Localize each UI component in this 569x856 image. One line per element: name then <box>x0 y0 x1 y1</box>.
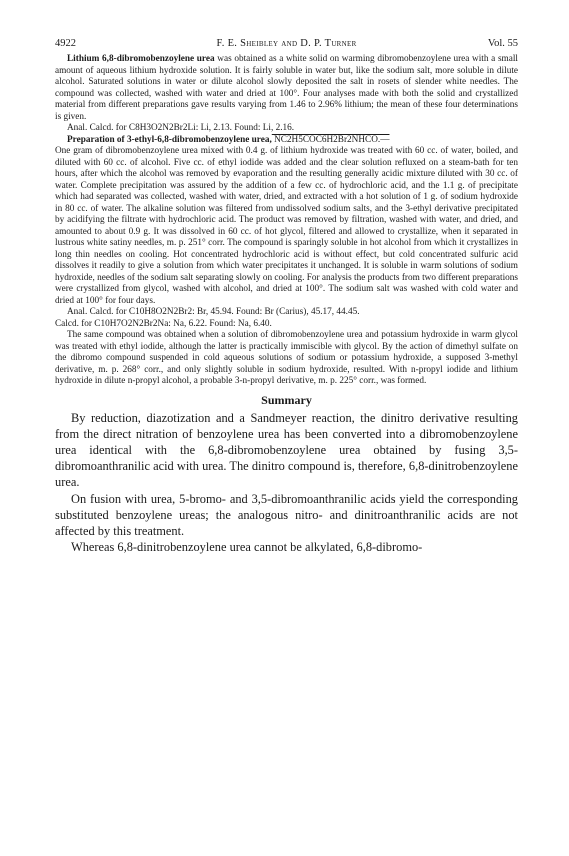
summary-heading: Summary <box>261 392 312 407</box>
page <box>55 38 518 555</box>
analysis-lithium: Anal. Calcd. for C8H3O2N2Br2Li: Li, 2.13. Found: Li, 2.16. <box>67 123 295 133</box>
analysis-sodium: Calcd. for C10H7O2N2Br2Na: Na, 6.22. Found: Na, 6.40. <box>55 318 272 329</box>
ethyl-derivative-paragraph <box>55 135 518 147</box>
lithium-salt-title: Lithium 6,8-dibromobenzoylene urea <box>67 54 215 64</box>
alkylation-paragraph: The same compound was obtained when a solution of dibromobenzoylene urea and potassium hydroxide in warm glycol was treated with ethyl iodide, although the latter is practically immiscible with glycol. By the action of dimethyl sulfate on the dibromo compound suspended in cold aqueous solutions of sodium or potassium hydroxide, a supposed 3-methyl derivative, m. p. 268° corr., and only slightly soluble in sodium hydroxide, resulted. With n-propyl iodide and lithium hydroxide in dilute n-propyl alcohol, a probable 3-n-propyl derivative, m. p. 225° corr., was formed. <box>55 330 518 386</box>
lithium-salt-text: was obtained as a white solid on warming dibromobenzoylene urea with a small amount of aqueous lithium hydroxide solution. It is fairly soluble in water but, like the sodium salt, more soluble in dilute alcohol. Saturated solutions in water or dilute alcohol slowly deposited the salt in rosets of slender white needles. The compound was collected, washed with water and dried at 100°. Four analyses made with both the solid and crystallized material from different preparations gave results varying from 1.46 to 2.96% lithium; the mean of these four determinations is given. <box>55 54 518 122</box>
ethyl-derivative-formula: NC2H5COC6H2Br2NHCO.— <box>271 134 390 145</box>
ethyl-derivative-text: One gram of dibromobenzoylene urea mixed with 0.4 g. of lithium hydroxide was treated with 60 cc. of water, boiled, and diluted with 60 cc. of alcohol. Five cc. of ethyl iodide was added and the clear solution refluxed on a steam-bath for ten hours, after which the alcohol was removed by evaporation and the resulting generally acidic mixture diluted with 30 cc. of water. Complete precipitation was assured by the addition of a few cc. of hydrochloric acid, and the 1.1 g. of precipitate which had separated was collected, washed with water, dried, and extracted with a hot solution of 1 g. of sodium hydroxide in 80 cc. of water. The alkaline solution was filtered from undissolved sodium salts, and the 3-ethyl derivative precipitated by acidifying the filtrate with hydrochloric acid. The product was removed by filtration, washed with water, and dried, and amounted to about 0.9 g. It was dissolved in 60 cc. of hot glycol, filtered and allowed to crystallize, when it separated in lustrous white satiny needles, m. p. 251° corr. The compound is sparingly soluble in hot alcohol from which it crystallizes in long thin needles on cooling. Hot concentrated hydrochloric acid is without effect, but cold concentrated sulfuric acid dissolves it readily to give a solution from which water precipitates it unchanged. It is soluble in warm solutions of sodium hydroxide, needles of the sodium salt separating slowly on cooling. For analysis the products from two different preparations were crystallized from glycol, washed with alcohol, and dried at 100°. The sodium salt was washed with cold water and dried at 100° for four days. <box>55 146 519 306</box>
page-number: 4922 <box>55 38 76 49</box>
summary-section <box>55 410 518 556</box>
summary-paragraph-2: On fusion with urea, 5-bromo- and 3,5-dibromoanthranilic acids yield the corresponding substituted benzoylene ureas; the analogous nitro- and dinitroanthranilic acids are not affected by this treatment. <box>55 491 518 538</box>
volume-label: Vol. 55 <box>487 38 518 49</box>
page-header <box>55 38 518 54</box>
summary-paragraph-1: By reduction, diazotization and a Sandmeyer reaction, the dinitro derivative resulting from the direct nitration of benzoylene urea has been converted into a dibromobenzoylene urea identical with the 6,8-dibromobenzoylene urea obtained by fusing 3,5-dibromoanthranilic acid with urea. The dinitro compound is, therefore, 6,8-dinitrobenzoylene urea. <box>55 410 518 490</box>
summary-paragraph-3: Whereas 6,8-dinitrobenzoylene urea cannot be alkylated, 6,8-dibromo- <box>71 540 423 555</box>
ethyl-derivative-title: Preparation of 3-ethyl-6,8-dibromobenzoylene urea, <box>67 134 272 145</box>
running-title: F. E. Sheibley and D. P. Turner <box>216 38 357 49</box>
experimental-section <box>55 54 518 388</box>
analysis-bromine: Anal. Calcd. for C10H8O2N2Br2: Br, 45.94. Found: Br (Carius), 45.17, 44.45. <box>67 307 360 317</box>
lithium-salt-paragraph <box>55 54 518 123</box>
